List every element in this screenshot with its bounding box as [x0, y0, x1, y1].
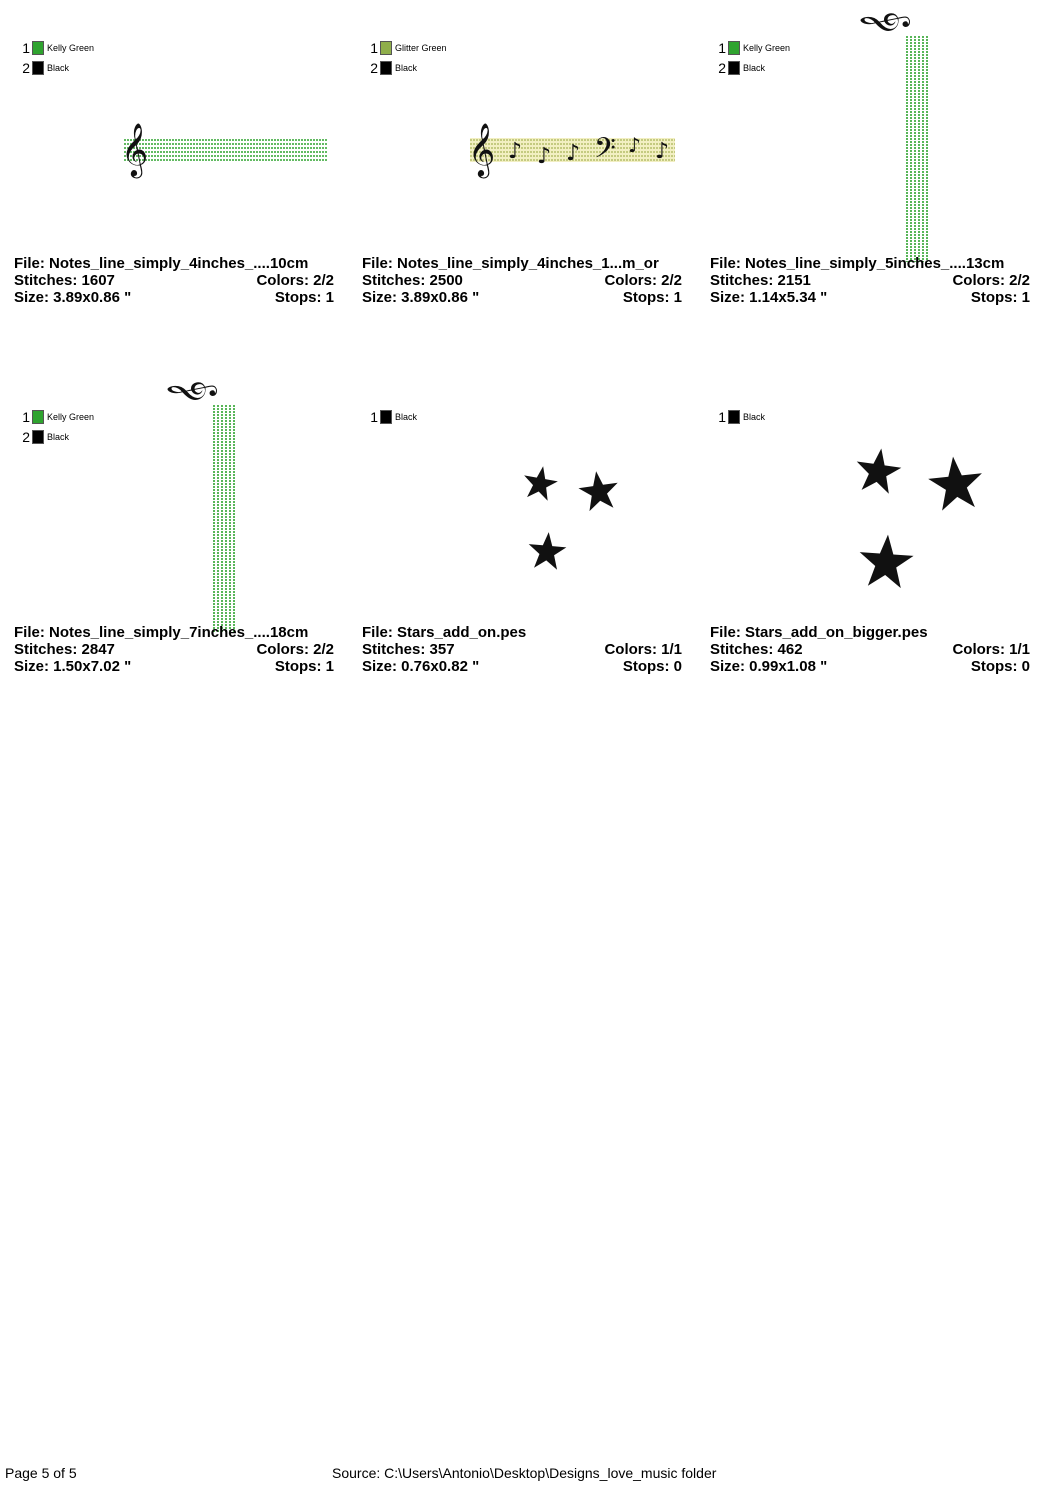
- thread-number: 2: [370, 60, 378, 76]
- file-name: File: Notes_line_simply_7inches_....18cm: [14, 624, 309, 641]
- color-count: Colors: 1/1: [604, 641, 682, 658]
- design-size: Size: 0.76x0.82 ": [362, 658, 480, 675]
- thread-name: Black: [743, 63, 766, 73]
- design-size: Size: 0.99x1.08 ": [710, 658, 828, 675]
- treble-clef-icon: 𝄞: [121, 122, 149, 176]
- file-name: File: Notes_line_simply_4inches_1...m_or: [362, 255, 659, 272]
- design-preview: [362, 377, 682, 647]
- design-preview: [14, 377, 334, 647]
- treble-clef-icon: 𝄞: [859, 11, 908, 36]
- color-count: Colors: 2/2: [256, 272, 334, 289]
- music-note-icon: ♪: [537, 144, 552, 169]
- design-preview: [710, 8, 1030, 278]
- star-icon: [926, 454, 985, 512]
- thread-name: Black: [395, 412, 418, 422]
- star-icon: [576, 469, 621, 513]
- stop-count: Stops: 1: [622, 289, 682, 306]
- thread-name: Kelly Green: [47, 43, 95, 53]
- music-note-icon: ♪: [508, 139, 523, 164]
- thread-number: 1: [370, 40, 378, 56]
- design-info: [14, 624, 334, 675]
- color-count: Colors: 1/1: [952, 641, 1030, 658]
- thread-name: Black: [47, 63, 70, 73]
- color-count: Colors: 2/2: [604, 272, 682, 289]
- star-icon: [521, 463, 560, 502]
- design-size: Size: 3.89x0.86 ": [14, 289, 132, 306]
- stitch-count: Stitches: 2500: [362, 272, 463, 289]
- file-name: File: Notes_line_simply_5inches_....13cm: [710, 255, 1005, 272]
- file-name: File: Stars_add_on.pes: [362, 624, 527, 641]
- bass-clef-icon: 𝄢: [594, 132, 616, 172]
- design-preview: [14, 8, 334, 278]
- stop-count: Stops: 0: [622, 658, 682, 675]
- thread-number: 2: [22, 429, 30, 445]
- music-note-icon: ♪: [628, 133, 641, 157]
- design-info: [362, 624, 682, 675]
- star-icon: [857, 533, 915, 589]
- design-info: [362, 255, 682, 306]
- thread-number: 1: [22, 40, 30, 56]
- thread-name: Kelly Green: [743, 43, 791, 53]
- file-name: File: Notes_line_simply_4inches_....10cm: [14, 255, 309, 272]
- file-name: File: Stars_add_on_bigger.pes: [710, 624, 928, 641]
- stitch-count: Stitches: 1607: [14, 272, 115, 289]
- thread-number: 1: [718, 409, 726, 425]
- design-card-3: [710, 8, 1030, 338]
- design-card-1: [14, 8, 334, 338]
- staff-lines: [907, 36, 927, 262]
- stitch-count: Stitches: 2847: [14, 641, 115, 658]
- color-count: Colors: 2/2: [952, 272, 1030, 289]
- music-note-icon: ♪: [566, 141, 581, 166]
- design-card-6: [710, 377, 1030, 707]
- thread-number: 2: [22, 60, 30, 76]
- color-count: Colors: 2/2: [256, 641, 334, 658]
- staff-lines: [214, 405, 234, 632]
- design-size: Size: 1.14x5.34 ": [710, 289, 828, 306]
- thread-number: 2: [718, 60, 726, 76]
- stop-count: Stops: 1: [970, 289, 1030, 306]
- design-size: Size: 3.89x0.86 ": [362, 289, 480, 306]
- stitch-count: Stitches: 2151: [710, 272, 811, 289]
- design-size: Size: 1.50x7.02 ": [14, 658, 132, 675]
- thread-number: 1: [718, 40, 726, 56]
- design-card-5: [362, 377, 682, 707]
- treble-clef-icon: 𝄞: [468, 122, 496, 176]
- thread-name: Black: [47, 432, 70, 442]
- design-info: [710, 255, 1030, 306]
- stop-count: Stops: 1: [274, 658, 334, 675]
- staff-lines: [124, 140, 327, 160]
- design-preview: [362, 8, 682, 278]
- source-path: Source: C:\Users\Antonio\Desktop\Designs_love_music folder: [332, 1465, 717, 1481]
- design-preview: [710, 377, 1030, 647]
- stop-count: Stops: 1: [274, 289, 334, 306]
- thread-number: 1: [370, 409, 378, 425]
- thread-name: Kelly Green: [47, 412, 95, 422]
- music-note-icon: ♪: [655, 139, 670, 164]
- stop-count: Stops: 0: [970, 658, 1030, 675]
- design-card-4: [14, 377, 334, 707]
- thread-name: Glitter Green: [395, 43, 447, 53]
- star-icon: [527, 530, 568, 570]
- design-info: [710, 624, 1030, 675]
- design-info: [14, 255, 334, 306]
- treble-clef-icon: 𝄞: [166, 380, 215, 405]
- thread-name: Black: [395, 63, 418, 73]
- page-number: Page 5 of 5: [5, 1465, 77, 1481]
- design-card-2: [362, 8, 682, 338]
- stitch-count: Stitches: 357: [362, 641, 455, 658]
- thread-name: Black: [743, 412, 766, 422]
- star-icon: [853, 445, 904, 495]
- stitch-count: Stitches: 462: [710, 641, 803, 658]
- thread-number: 1: [22, 409, 30, 425]
